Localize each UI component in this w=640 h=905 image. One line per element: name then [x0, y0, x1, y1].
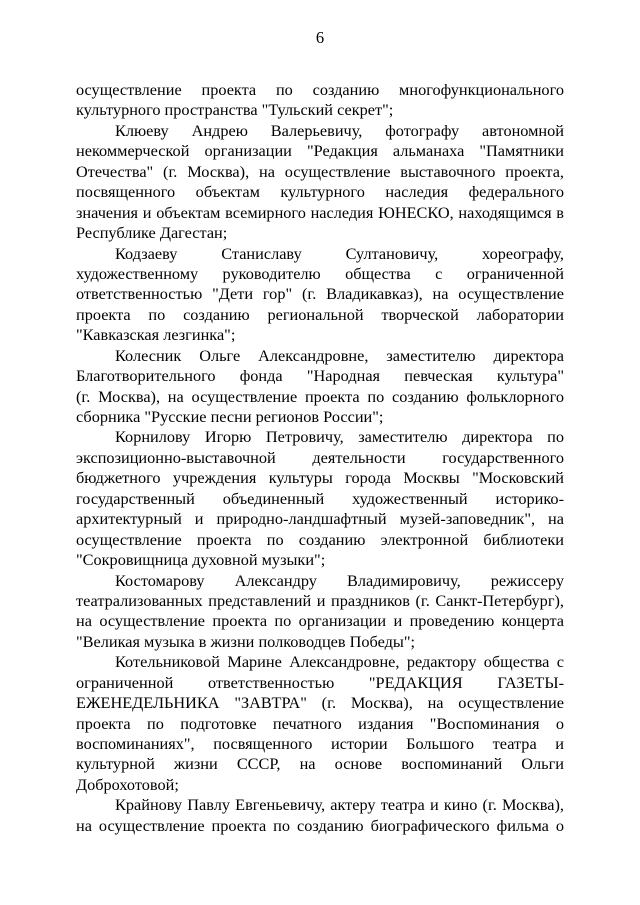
text-line: "Кавказская лезгинка"; — [76, 325, 236, 345]
text-line: на осуществление проекта по созданию биографического фильма о — [76, 815, 564, 835]
text-line: Колесник Ольге Александровне, заместителю директора — [115, 345, 564, 365]
text-line: бюджетного учреждения культуры города Москвы "Московский — [76, 468, 564, 488]
text-line: (г. Москва), на осуществление проекта по созданию фольклорного — [76, 386, 564, 406]
text-line: Котельниковой Марине Александровне, редактору общества с — [115, 652, 564, 672]
text-line: посвященного объектам культурного наследия федерального — [76, 182, 564, 202]
text-line: осуществление проекта по созданию многофункционального — [76, 80, 564, 99]
text-line: Кодзаеву Станиславу Султановичу, хореографу, — [115, 243, 564, 263]
text-line: Отечества" (г. Москва), на осуществление выставочного проекта, — [76, 161, 564, 181]
text-line: осуществление проекта по созданию электронной библиотеки — [76, 529, 564, 549]
paragraph — [76, 571, 564, 653]
text-line: художественному руководителю общества с ограниченной — [76, 263, 564, 283]
text-line: Благотворительного фонда "Народная певческая культура" — [76, 366, 564, 386]
text-line: архитектурный и природно-ландшафтный музей-заповедник", на — [76, 509, 564, 529]
paragraph — [76, 121, 564, 244]
paragraph — [76, 652, 564, 795]
text-line: культурной жизни СССР, на основе воспоминаний Ольги — [76, 754, 564, 774]
text-line: значения и объектам всемирного наследия ЮНЕСКО, находящимся в — [76, 202, 564, 222]
text-line: экспозиционно-выставочной деятельности государственного — [76, 447, 564, 467]
text-line: Республике Дагестан; — [76, 223, 228, 243]
text-line: Доброхотовой; — [76, 774, 179, 794]
document-body — [76, 80, 564, 836]
text-line: Корнилову Игорю Петровичу, заместителю директора по — [115, 427, 564, 447]
text-line: на осуществление проекта по организации и проведению концерта — [76, 611, 564, 631]
paragraph — [76, 346, 564, 428]
text-line: ограниченной ответственностью "РЕДАКЦИЯ ГАЗЕТЫ- — [76, 672, 564, 692]
paragraph — [76, 80, 564, 121]
text-line: культурного пространства "Тульский секрет"; — [76, 100, 394, 120]
paragraph — [76, 244, 564, 346]
text-line: "Сокровищница духовной музыки"; — [76, 550, 326, 570]
text-line: сборника "Русские песни регионов России"; — [76, 407, 384, 426]
page-number: 6 — [315, 28, 325, 47]
text-line: проекта по созданию региональной творческой лаборатории — [76, 304, 564, 324]
paragraph — [76, 795, 564, 836]
text-line: ЕЖЕНЕДЕЛЬНИКА "ЗАВТРА" (г. Москва), на осуществление — [76, 693, 564, 713]
text-line: проекта по подготовке печатного издания "Воспоминания о — [76, 713, 564, 733]
text-line: воспоминаниях", посвященного истории Большого театра и — [76, 734, 564, 753]
text-line: государственный объединенный художественный историко- — [76, 488, 564, 508]
text-line: Крайнову Павлу Евгеньевичу, актеру театра и кино (г. Москва), — [115, 795, 564, 815]
text-line: ответственностью "Дети гор" (г. Владикавказ), на осуществление — [76, 284, 564, 304]
text-line: Клюеву Андрею Валерьевичу, фотографу автономной — [115, 120, 564, 140]
paragraph — [76, 427, 564, 570]
text-line: "Великая музыка в жизни полководцев Победы"; — [76, 631, 416, 651]
text-line: Костомарову Александру Владимировичу, режиссеру — [115, 570, 564, 590]
text-line: некоммерческой организации "Редакция альманаха "Памятники — [76, 141, 564, 161]
text-line: театрализованных представлений и праздников (г. Санкт-Петербург), — [76, 590, 564, 610]
